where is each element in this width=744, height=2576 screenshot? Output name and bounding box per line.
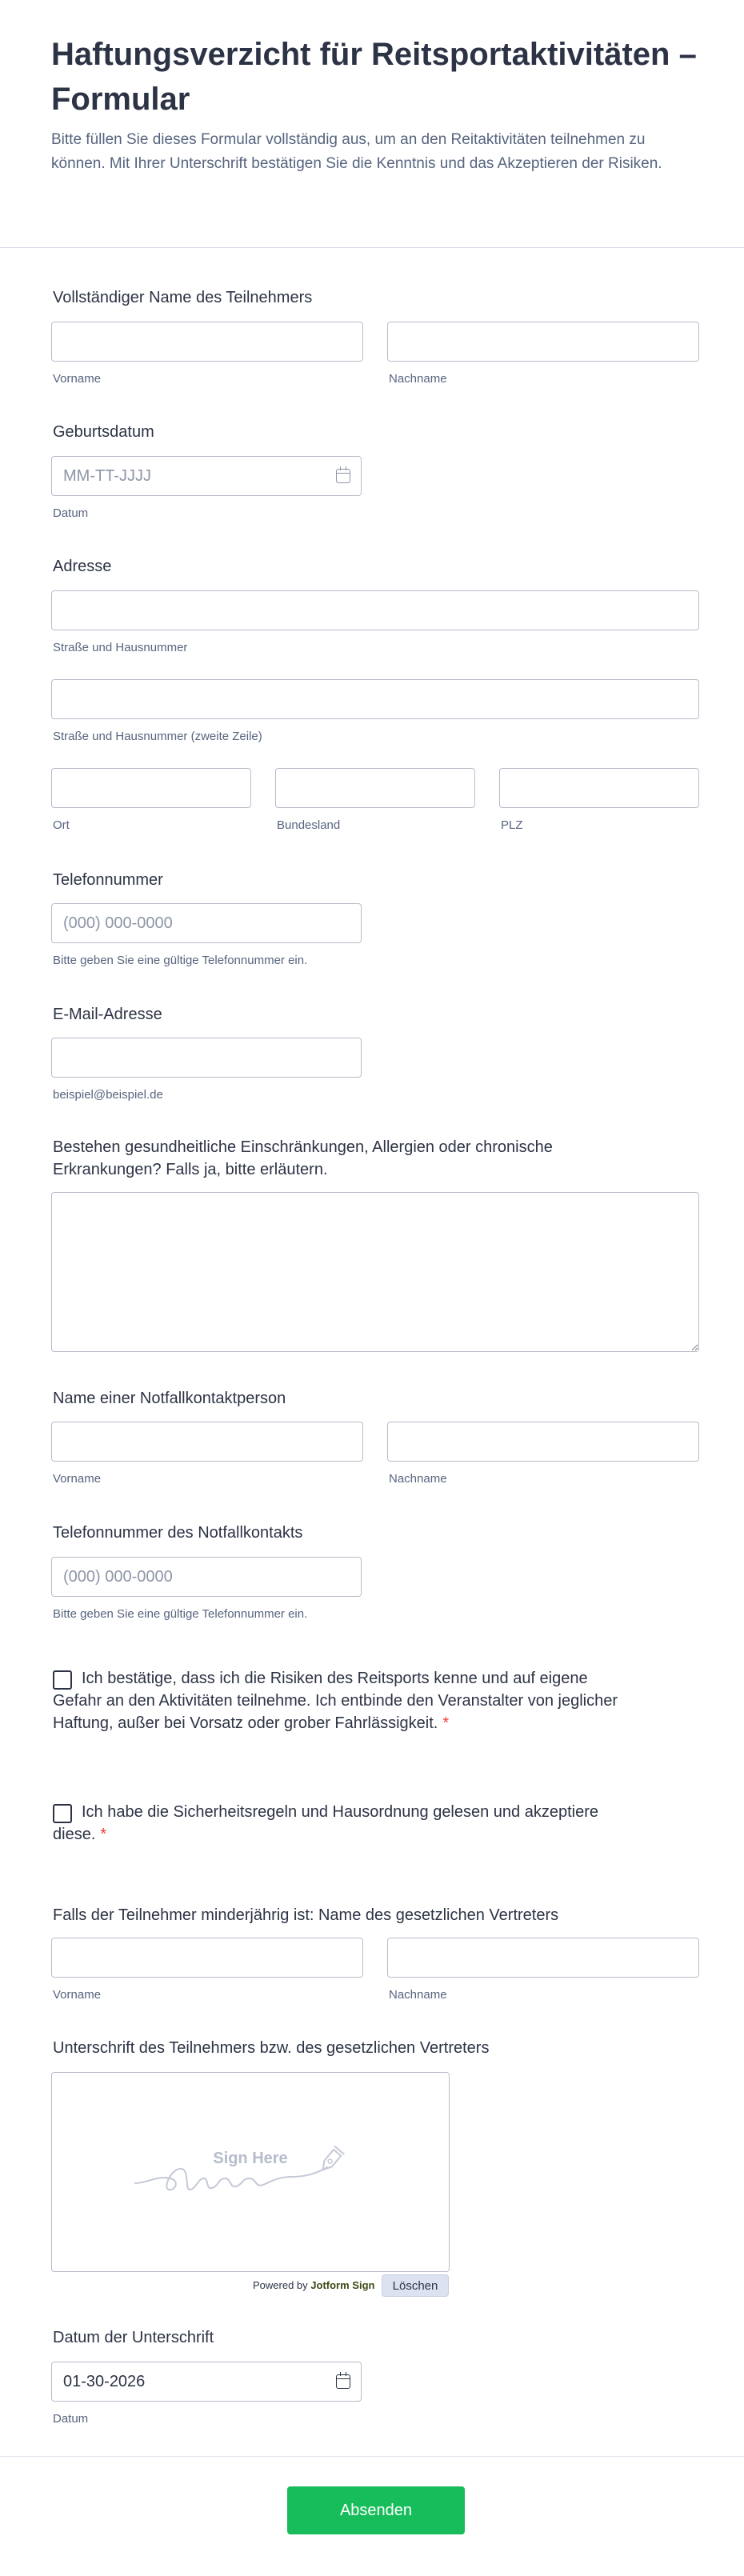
zip-input[interactable] xyxy=(499,768,699,808)
emergency-last-name-input[interactable] xyxy=(387,1422,699,1462)
signature-date-label: Datum der Unterschrift xyxy=(53,2329,214,2346)
signature-pad[interactable] xyxy=(51,2072,450,2272)
zip-sublabel: PLZ xyxy=(501,818,523,832)
guardian-first-name-sublabel: Vorname xyxy=(53,1988,102,2002)
guardian-name-label: Falls der Teilnehmer minderjährig ist: Name des gesetzlichen Vertreters xyxy=(53,1906,559,1924)
signature-scribble-icon xyxy=(52,2073,450,2273)
emergency-phone-label: Telefonnummer des Notfallkontakts xyxy=(53,1524,303,1542)
powered-by-jotform-sign: Powered by Jotform Sign xyxy=(253,2279,375,2291)
health-label: Bestehen gesundheitliche Einschränkungen, Allergien oder chronische Erkrankungen? Falls ja, bitte erläutern. xyxy=(53,1138,553,1178)
birthdate-input[interactable] xyxy=(51,456,362,496)
state-sublabel: Bundesland xyxy=(277,818,341,832)
state-input[interactable] xyxy=(275,768,475,808)
participant-last-name-input[interactable] xyxy=(387,322,699,362)
emergency-phone-input[interactable] xyxy=(51,1557,362,1597)
guardian-first-name-input[interactable] xyxy=(51,1938,363,1978)
birthdate-sublabel: Datum xyxy=(53,506,89,520)
form-description: Bitte füllen Sie dieses Formular vollständig aus, um an den Reitaktivitäten teilnehmen zu können. Mit Ihrer Unterschrift bestätigen Sie die Kenntnis und das Akzeptieren der Risiken. xyxy=(51,131,662,172)
street-line2-sublabel: Straße und Hausnummer (zweite Zeile) xyxy=(53,730,262,743)
sign-here-placeholder: Sign Here xyxy=(213,2150,288,2167)
participant-name-label: Vollständiger Name des Teilnehmers xyxy=(53,289,313,306)
submit-button[interactable]: Absenden xyxy=(287,2486,465,2534)
consent-rules-text xyxy=(53,1801,645,1846)
birthdate-label: Geburtsdatum xyxy=(53,423,154,441)
phone-label: Telefonnummer xyxy=(53,871,163,889)
email-label: E-Mail-Adresse xyxy=(53,1006,162,1023)
street-sublabel: Straße und Hausnummer xyxy=(53,641,188,654)
consent-risk-label: Ich bestätige, dass ich die Risiken des Reitsports kenne und auf eigene Gefahr an den Aktivitäten teilnehme. Ich entbinde den Veranstalter von jeglicher Haftung, außer bei Vorsatz oder grober Fahrlässigkeit. xyxy=(53,1670,618,1732)
emergency-name-label: Name einer Notfallkontaktperson xyxy=(53,1390,286,1407)
guardian-last-name-input[interactable] xyxy=(387,1938,699,1978)
clear-signature-button[interactable]: Löschen xyxy=(382,2274,449,2297)
required-mark: * xyxy=(100,1826,107,1843)
calendar-icon[interactable] xyxy=(336,2374,350,2389)
participant-last-name-sublabel: Nachname xyxy=(389,372,447,386)
form-header xyxy=(0,0,744,248)
phone-input[interactable] xyxy=(51,903,362,943)
email-sublabel: beispiel@beispiel.de xyxy=(53,1088,163,1102)
phone-sublabel: Bitte geben Sie eine gültige Telefonnummer ein. xyxy=(53,954,308,967)
signature-date-sublabel: Datum xyxy=(53,2412,89,2426)
calendar-icon[interactable] xyxy=(336,469,350,483)
street-input[interactable] xyxy=(51,590,699,630)
guardian-last-name-sublabel: Nachname xyxy=(389,1988,447,2002)
footer-divider xyxy=(0,2456,744,2457)
emergency-last-name-sublabel: Nachname xyxy=(389,1472,447,1486)
signature-label: Unterschrift des Teilnehmers bzw. des gesetzlichen Vertreters xyxy=(53,2039,490,2057)
consent-rules-label: Ich habe die Sicherheitsregeln und Hausordnung gelesen und akzeptiere diese. xyxy=(53,1803,599,1843)
address-label: Adresse xyxy=(53,558,112,575)
participant-first-name-sublabel: Vorname xyxy=(53,372,102,386)
email-input[interactable] xyxy=(51,1038,362,1078)
emergency-first-name-sublabel: Vorname xyxy=(53,1472,102,1486)
consent-risk-text xyxy=(53,1667,629,1734)
health-textarea[interactable] xyxy=(51,1192,699,1352)
participant-first-name-input[interactable] xyxy=(51,322,363,362)
street-line2-input[interactable] xyxy=(51,679,699,719)
city-sublabel: Ort xyxy=(53,818,70,832)
signature-date-input[interactable] xyxy=(51,2362,362,2402)
required-mark: * xyxy=(442,1714,450,1732)
emergency-first-name-input[interactable] xyxy=(51,1422,363,1462)
city-input[interactable] xyxy=(51,768,251,808)
emergency-phone-sublabel: Bitte geben Sie eine gültige Telefonnummer ein. xyxy=(53,1607,308,1621)
form-title: Haftungsverzicht für Reitsportaktivitäten – Formular xyxy=(51,37,697,117)
